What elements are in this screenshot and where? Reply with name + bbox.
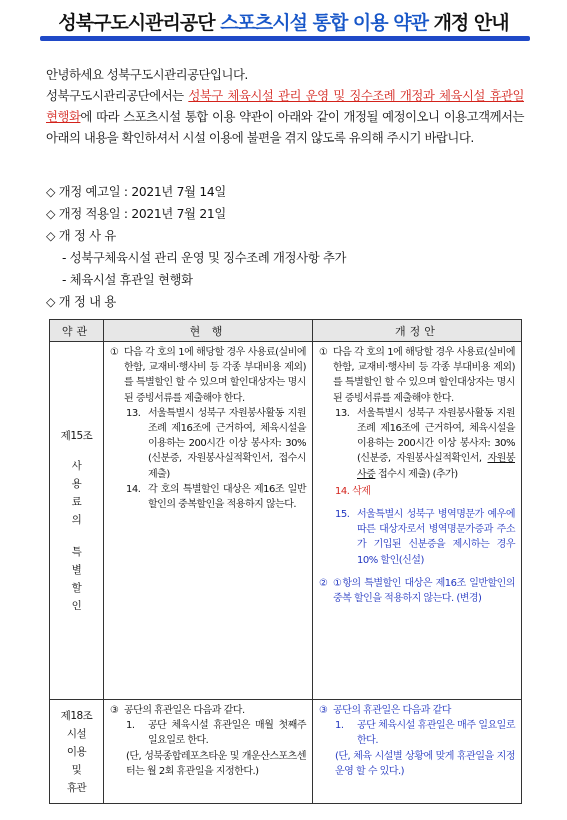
reason-item-1: - 성북구체육시설 관리 운영 및 징수조례 개정사항 추가: [62, 251, 347, 265]
article-word: 시설: [66, 727, 87, 740]
clause-note: (단, 체육 시설별 상황에 맞게 휴관일을 지정 운영 할 수 있다.): [335, 750, 515, 777]
clause: ③ 공단의 휴관일은 다음과 같다.: [110, 705, 245, 716]
clause-item: 1. 공단 체육시설 휴관일은 매주 일요일로 한다.: [335, 720, 515, 747]
intro-body-highlight: 성북구 체육시설 관리 운영 및 징수조례 개정과 체육시설 휴관일 현행화: [46, 88, 524, 124]
article-char: 용: [71, 477, 82, 490]
revision-table: [49, 319, 522, 804]
article-char: 인: [71, 599, 82, 612]
article-char: 사: [71, 459, 82, 472]
article-cell-18: [50, 700, 104, 804]
article-char: 특: [71, 545, 82, 558]
intro-paragraph: [46, 64, 524, 148]
added-text: 자원봉사증: [357, 453, 515, 480]
intro-body-end: 에 따라 스포츠시설 통합 이용 약관이 아래와 같이 개정될 예정이오니 이용고객께서는 아래의 내용을 확인하셔서 시설 이용에 불편을 겪지 않도록 유의해 주시기 바랍니다.: [46, 109, 524, 145]
table-row: [50, 342, 522, 700]
article-number: 제15조: [60, 429, 93, 442]
clause: ① 다음 각 호의 1에 해당할 경우 사용료(실비에 한함, 교재비·행사비 등 각종 부대비용 제외)를 특별할인 할 수 있으며 할인대상자는 명시된 증빙서류를 제출해야 한다.: [110, 347, 306, 404]
article-word: 및: [71, 763, 82, 776]
title-underline: [40, 36, 530, 41]
proposed-text-15: [313, 342, 522, 700]
article-char: 할: [71, 581, 82, 594]
proposed-text-18: [313, 700, 522, 804]
article-word: 휴관: [66, 781, 87, 794]
header-proposed: 개정안: [313, 320, 522, 342]
changed-clause: ② ①항의 특별할인 대상은 제16조 일반할인의 중복 할인을 적용하지 않는다. (변경): [319, 577, 515, 605]
article-word: 이용: [66, 745, 87, 758]
clause-note: (단, 성북종합레포츠타운 및 개운산스포츠센터는 월 2회 휴관일을 지정한다.): [126, 750, 306, 777]
clause-item: 14. 각 호의 특별할인 대상은 제16조 일반할인의 중복할인을 적용하지 않는다.: [126, 483, 306, 511]
table-row: [50, 700, 522, 804]
clause-item: 1. 공단 체육시설 휴관일은 매월 첫째주 일요일로 한다.: [126, 720, 306, 747]
reason-item-2: - 체육시설 휴관일 현행화: [62, 273, 193, 287]
intro-body-start: 성북구도시관리공단에서는: [46, 88, 184, 103]
content-heading: ◇ 개 정 내 용: [46, 295, 116, 309]
header-article: 약관: [50, 320, 104, 342]
current-text-18: [104, 700, 313, 804]
article-char: 의: [71, 513, 82, 526]
title-suffix: 개정 안내: [433, 12, 509, 34]
intro-greeting: 안녕하세요 성북구도시관리공단입니다.: [46, 67, 248, 82]
article-char: 별: [71, 563, 82, 576]
clause: ① 다음 각 호의 1에 해당할 경우 사용료(실비에 한함, 교재비·행사비 등 각종 부대비용 제외)를 특별할인 할 수 있으며 할인대상자는 명시된 증빙서류를 제출해야 한다.: [319, 347, 515, 404]
title-highlight: 스포츠시설 통합 이용 약관: [220, 12, 428, 34]
article-number: 제18조: [60, 709, 93, 722]
reason-heading: ◇ 개 정 사 유: [46, 229, 116, 243]
deleted-item: 14. 삭제: [335, 485, 371, 497]
effective-date: ◇ 개정 적용일 : 2021년 7월 21일: [46, 207, 226, 221]
clause: ③ 공단의 휴관일은 다음과 같다: [319, 705, 451, 716]
new-item: 15. 서울특별시 성북구 병역명문가 예우에 따른 대상자로서 병역명문가증과 주소가 기입된 신분증을 제시하는 경우 10% 할인(신설): [335, 509, 515, 566]
article-char: 료: [71, 495, 82, 508]
page-title: [0, 8, 567, 35]
notice-date: ◇ 개정 예고일 : 2021년 7월 14일: [46, 185, 226, 199]
intro-body: [46, 85, 524, 148]
clause-item: 13. 서울특별시 성북구 자원봉사활동 지원 조례 제16조에 근거하여, 체육시설을 이용하는 200시간 이상 봉사자: 30%(신분증, 자원봉사실적확인서, 자원봉사증 접수시 제출) (추가): [335, 407, 515, 480]
current-text-15: [104, 342, 313, 700]
table-header-row: [50, 320, 522, 342]
article-cell-15: [50, 342, 104, 700]
title-prefix: 성북구도시관리공단: [58, 12, 215, 34]
header-current: 현 행: [104, 320, 313, 342]
clause-item: 13. 서울특별시 성북구 자원봉사활동 지원 조례 제16조에 근거하여, 체육시설을 이용하는 200시간 이상 봉사자: 30%(신분증, 자원봉사실적확인서, 접수시 제출): [126, 407, 306, 480]
